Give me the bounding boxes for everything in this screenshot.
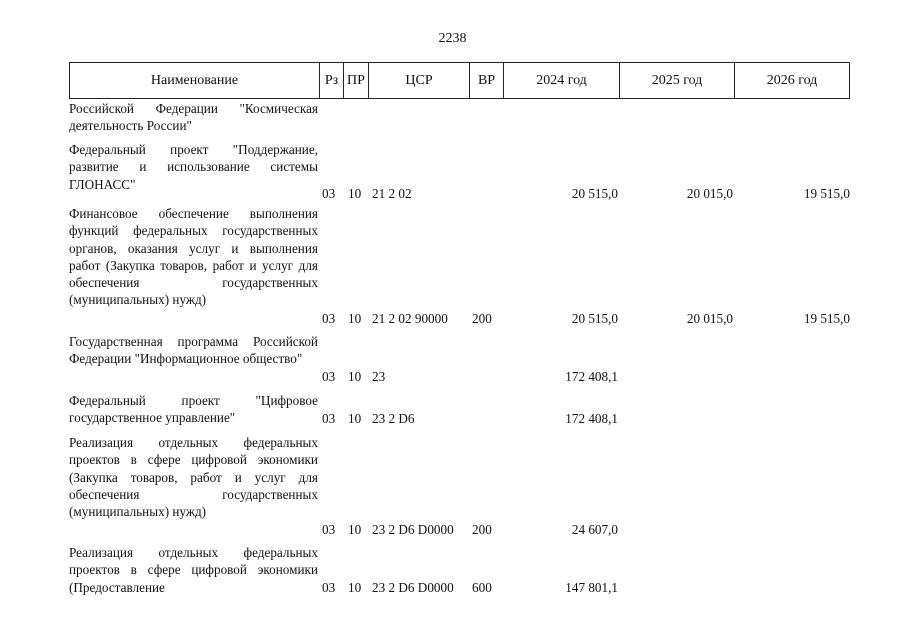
row-vr: 600: [472, 579, 492, 595]
row-rz: 03: [322, 521, 336, 537]
row-rz: 03: [322, 579, 336, 595]
row-pr: 10: [348, 579, 362, 595]
row-rz: 03: [322, 410, 336, 426]
row-pr: 10: [348, 310, 362, 326]
table-row: [69, 100, 850, 136]
row-value-2024: 20 515,0: [571, 185, 618, 201]
row-csr: 21 2 02 90000: [372, 310, 448, 326]
row-value-2024: 172 408,1: [565, 368, 618, 384]
row-csr: 21 2 02: [372, 185, 412, 201]
row-value-2025: 20 015,0: [686, 310, 733, 326]
column-header-2026: 2026 год: [766, 73, 818, 88]
row-value-2026: 19 515,0: [803, 310, 850, 326]
row-value-2024: 20 515,0: [571, 310, 618, 326]
row-name: Реализация отдельных федеральных проектов в сфере цифровой экономики (Предоставление: [69, 545, 318, 595]
page-number: 2238: [438, 31, 467, 46]
column-header-vr: ВР: [470, 63, 504, 98]
row-value-2025: 20 015,0: [686, 185, 733, 201]
row-value-2024: 147 801,1: [565, 579, 618, 595]
row-name: Реализация отдельных федеральных проектов в сфере цифровой экономики (Закупка товаров, работ и услуг для обеспечения государственных (муниципальных) нужд): [69, 435, 318, 520]
row-name: Российской Федерации "Космическая деятельность России": [69, 101, 318, 134]
table-row: [69, 392, 850, 427]
row-name: Федеральный проект "Поддержание, развитие и использование системы ГЛОНАСС": [69, 142, 318, 192]
row-pr: 10: [348, 410, 362, 426]
row-rz: 03: [322, 185, 336, 201]
table-row: [69, 434, 850, 538]
table-row: [69, 333, 850, 385]
row-csr: 23: [372, 368, 386, 384]
row-value-2024: 24 607,0: [571, 521, 618, 537]
table-body: [69, 100, 850, 596]
column-header-pr: ПР: [344, 63, 369, 98]
row-pr: 10: [348, 368, 362, 384]
row-value-2026: 19 515,0: [803, 185, 850, 201]
row-vr: 200: [472, 310, 492, 326]
row-pr: 10: [348, 521, 362, 537]
row-rz: 03: [322, 310, 336, 326]
column-header-name: Наименование: [70, 63, 320, 98]
row-vr: 200: [472, 521, 492, 537]
row-csr: 23 2 D6 D0000: [372, 579, 454, 595]
column-header-csr: ЦСР: [369, 63, 470, 98]
column-header-2024: 2024 год: [504, 63, 620, 98]
row-name: Государственная программа Российской Федерации "Информационное общество": [69, 334, 318, 367]
table-header: [69, 62, 850, 99]
column-header-2025: 2025 год: [620, 63, 735, 98]
table-row: [69, 205, 850, 327]
row-value-2024: 172 408,1: [565, 410, 618, 426]
row-pr: 10: [348, 185, 362, 201]
row-name: Федеральный проект "Цифровое государственное управление": [69, 393, 318, 426]
row-csr: 23 2 D6 D0000: [372, 521, 454, 537]
row-rz: 03: [322, 368, 336, 384]
table-row: [69, 141, 850, 202]
column-header-rz: Рз: [320, 63, 344, 98]
row-csr: 23 2 D6: [372, 410, 415, 426]
row-name: Финансовое обеспечение выполнения функций федеральных государственных органов, оказания услуг и выполнения работ (Закупка товаров, работ и услуг для обеспечения государственных (муниципальных) нужд): [69, 206, 318, 308]
table-row: [69, 544, 850, 596]
